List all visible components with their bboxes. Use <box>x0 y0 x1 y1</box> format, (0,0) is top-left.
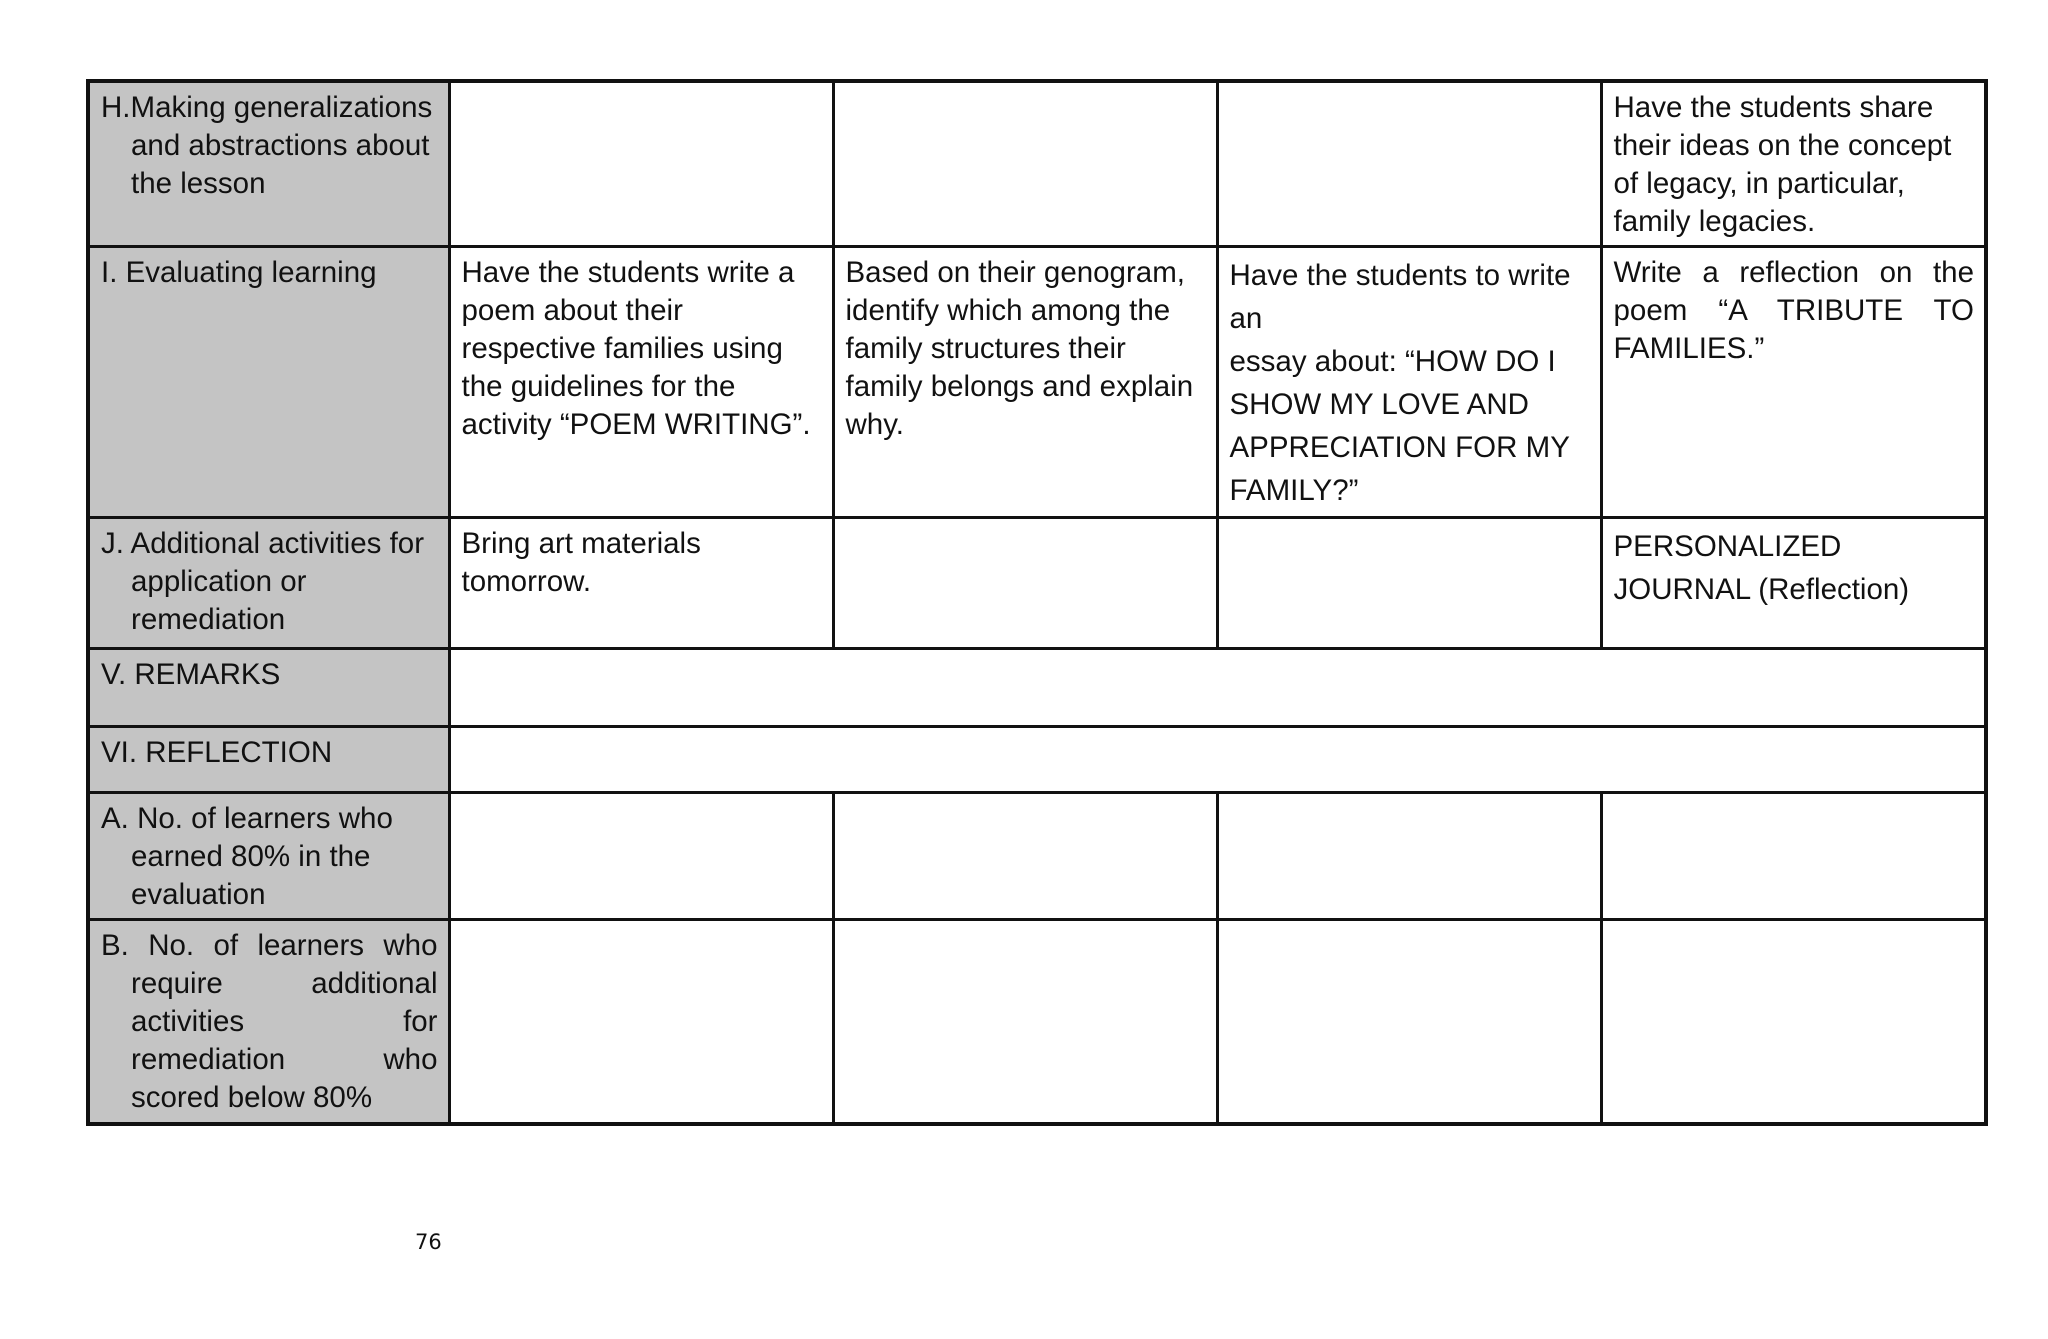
table-cell <box>1217 81 1601 247</box>
row-label-cell <box>88 81 449 247</box>
table-row-i <box>88 247 1986 518</box>
table-cell <box>1217 518 1601 649</box>
row-label: B. No. of learners who require additional activities for remediation who scored below 80% <box>101 929 438 1114</box>
table-cell <box>449 920 833 1124</box>
row-label-cell <box>88 518 449 649</box>
table-cell <box>1601 920 1986 1124</box>
table-cell <box>1217 793 1601 920</box>
table-cell <box>1217 920 1601 1124</box>
row-label-cell <box>88 649 449 727</box>
table-cell <box>449 81 833 247</box>
table-cell: Have the students write a poem about their respective families using the guidelines for the activity “POEM WRITING”. <box>449 247 833 518</box>
table-cell: Write a reflection on the poem “A TRIBUTE TO FAMILIES.” <box>1601 247 1986 518</box>
row-label-cell <box>88 793 449 920</box>
table-cell <box>1601 793 1986 920</box>
table-cell <box>833 518 1217 649</box>
merged-cell <box>449 727 1986 793</box>
row-label-cell <box>88 727 449 793</box>
table-row-reflection <box>88 727 1986 793</box>
row-label: VI. REFLECTION <box>101 736 333 769</box>
table-cell: Have the students to write an essay about: “HOW DO I SHOW MY LOVE AND APPRECIATION FOR MY FAMILY?” <box>1217 247 1601 518</box>
row-label-cell <box>88 247 449 518</box>
lesson-log-table <box>86 79 1988 1126</box>
row-label-cell <box>88 920 449 1124</box>
table-cell <box>833 793 1217 920</box>
row-label: J. Additional activities for application or remediation <box>101 527 425 636</box>
table-cell: Bring art materials tomorrow. <box>449 518 833 649</box>
table-cell <box>449 793 833 920</box>
page-number: 76 <box>415 1230 442 1254</box>
table-row-j <box>88 518 1986 649</box>
table-row-remarks <box>88 649 1986 727</box>
table-cell <box>833 81 1217 247</box>
row-label: I. Evaluating learning <box>101 256 377 289</box>
row-label: H.Making generalizations and abstractions about the lesson <box>101 91 433 200</box>
row-label: V. REMARKS <box>101 658 281 691</box>
table-cell: Have the students share their ideas on the concept of legacy, in particular, family legacies. <box>1601 81 1986 247</box>
table-row-h <box>88 81 1986 247</box>
table-cell: Based on their genogram, identify which among the family structures their family belongs and explain why. <box>833 247 1217 518</box>
row-label: A. No. of learners who earned 80% in the evaluation <box>101 802 393 911</box>
table-cell: PERSONALIZED JOURNAL (Reflection) <box>1601 518 1986 649</box>
table-cell <box>833 920 1217 1124</box>
table-row-a <box>88 793 1986 920</box>
table-row-b <box>88 920 1986 1124</box>
merged-cell <box>449 649 1986 727</box>
